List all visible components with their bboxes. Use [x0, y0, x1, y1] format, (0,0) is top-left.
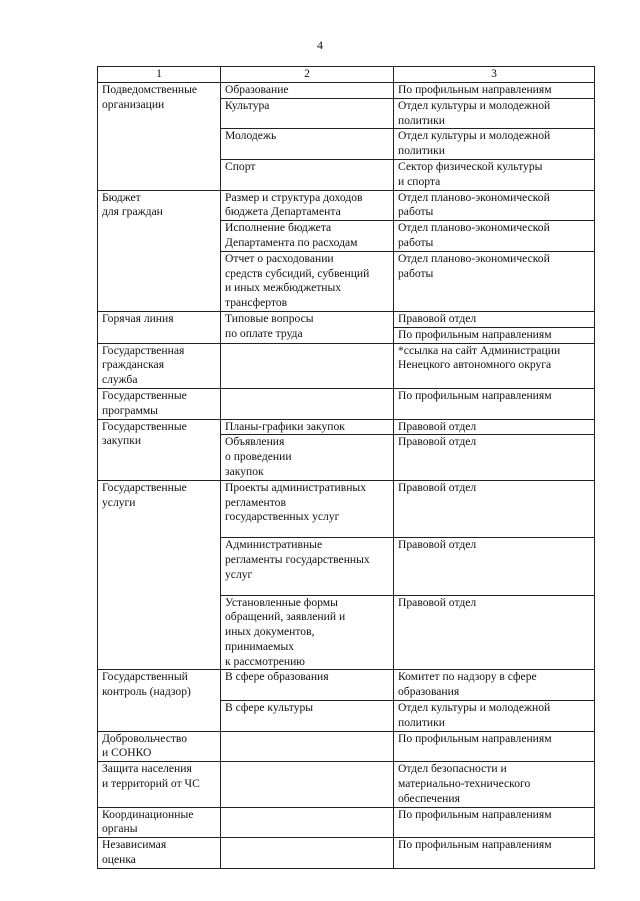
topic-text: Административные регламенты государственных услуг — [225, 538, 370, 581]
table-row — [98, 83, 595, 99]
department-cell: Сектор физической культуры и спорта — [394, 159, 595, 190]
department-cell: Отдел культуры и молодежной политики — [394, 129, 595, 160]
topic-text: Спорт — [225, 159, 256, 173]
topic-cell — [221, 221, 394, 252]
header-col-2: 2 — [221, 67, 394, 83]
department-cell: Комитет по надзору в сфере образования — [394, 670, 595, 701]
topic-text: Отчет о расходовании средств субсидий, субвенций и иных межбюджетных трансфертов — [225, 251, 370, 310]
topic-cell — [221, 190, 394, 221]
department-cell: По профильным направлениям — [394, 327, 595, 343]
cell-spacer — [225, 583, 389, 595]
table-row — [98, 480, 595, 537]
topic-cell — [221, 480, 394, 537]
department-cell: Правовой отдел — [394, 595, 595, 670]
department-cell: Правовой отдел — [394, 480, 595, 537]
department-cell: Правовой отдел — [394, 419, 595, 435]
topic-text: Планы-графики закупок — [225, 419, 345, 433]
header-row — [98, 67, 595, 83]
section-name-cell: Защита населения и территорий от ЧС — [98, 762, 221, 807]
cell-spacer — [225, 525, 389, 537]
topic-cell — [221, 98, 394, 129]
section-name-cell: Государственные закупки — [98, 419, 221, 480]
topic-cell — [221, 595, 394, 670]
table-row — [98, 807, 595, 838]
topic-cell — [221, 419, 394, 435]
department-cell: Отдел планово-экономической работы — [394, 251, 595, 311]
topic-cell — [221, 807, 394, 838]
section-name-cell: Государственные услуги — [98, 480, 221, 670]
table-row — [98, 311, 595, 327]
topic-cell — [221, 670, 394, 701]
department-cell: Правовой отдел — [394, 538, 595, 595]
section-name-cell: Бюджет для граждан — [98, 190, 221, 311]
table-row — [98, 343, 595, 388]
sections-table — [97, 66, 595, 869]
table-row — [98, 838, 595, 869]
topic-text: Объявления о проведении закупок — [225, 435, 292, 478]
topic-cell — [221, 83, 394, 99]
topic-cell — [221, 343, 394, 388]
topic-cell — [221, 251, 394, 311]
department-cell: Правовой отдел — [394, 311, 595, 327]
table-row — [98, 190, 595, 221]
topic-cell — [221, 838, 394, 869]
department-cell: По профильным направлениям — [394, 838, 595, 869]
department-cell: По профильным направлениям — [394, 388, 595, 419]
section-name-cell: Государственная гражданская служба — [98, 343, 221, 388]
department-cell: Отдел культуры и молодежной политики — [394, 701, 595, 732]
department-cell: По профильным направлениям — [394, 83, 595, 99]
department-cell: Отдел планово-экономической работы — [394, 190, 595, 221]
table-row — [98, 762, 595, 807]
table-body — [98, 83, 595, 869]
topic-text: Исполнение бюджета Департамента по расходам — [225, 221, 358, 249]
section-name-cell: Горячая линия — [98, 311, 221, 343]
topic-text: Проекты административных регламентов государственных услуг — [225, 480, 367, 524]
topic-text: В сфере культуры — [225, 701, 314, 715]
page-number: 4 — [317, 38, 323, 52]
department-cell: Отдел планово-экономической работы — [394, 221, 595, 252]
department-cell: По профильным направлениям — [394, 807, 595, 838]
section-name-cell: Добровольчество и СОНКО — [98, 731, 221, 762]
topic-text: Культура — [225, 98, 270, 112]
topic-cell — [221, 701, 394, 732]
department-cell: По профильным направлениям — [394, 731, 595, 762]
department-cell: *ссылка на сайт Администрации Ненецкого автономного округа — [394, 343, 595, 388]
topic-cell — [221, 731, 394, 762]
topic-cell — [221, 159, 394, 190]
table-row — [98, 388, 595, 419]
department-cell: Правовой отдел — [394, 435, 595, 480]
topic-text: Установленные формы обращений, заявлений и иных документов, принимаемых к рассмотрению — [225, 595, 346, 668]
topic-text: Образование — [225, 83, 289, 96]
table-row — [98, 419, 595, 435]
table-row — [98, 731, 595, 762]
header-col-3: 3 — [394, 67, 595, 83]
topic-text: Молодежь — [225, 129, 277, 143]
section-name-cell: Координационные органы — [98, 807, 221, 838]
section-name-cell: Подведомственные организации — [98, 83, 221, 191]
table-row — [98, 670, 595, 701]
topic-cell — [221, 435, 394, 480]
section-name-cell: Государственные программы — [98, 388, 221, 419]
department-cell: Отдел безопасности и материально-технического обеспечения — [394, 762, 595, 807]
topic-cell: Типовые вопросы по оплате труда — [221, 311, 394, 343]
section-name-cell: Государственный контроль (надзор) — [98, 670, 221, 731]
topic-cell — [221, 762, 394, 807]
topic-cell — [221, 129, 394, 160]
topic-text: Размер и структура доходов бюджета Департамента — [225, 190, 363, 219]
topic-cell — [221, 388, 394, 419]
header-col-1: 1 — [98, 67, 221, 83]
section-name-cell: Независимая оценка — [98, 838, 221, 869]
topic-text: В сфере образования — [225, 670, 329, 684]
topic-cell — [221, 538, 394, 595]
department-cell: Отдел культуры и молодежной политики — [394, 98, 595, 129]
